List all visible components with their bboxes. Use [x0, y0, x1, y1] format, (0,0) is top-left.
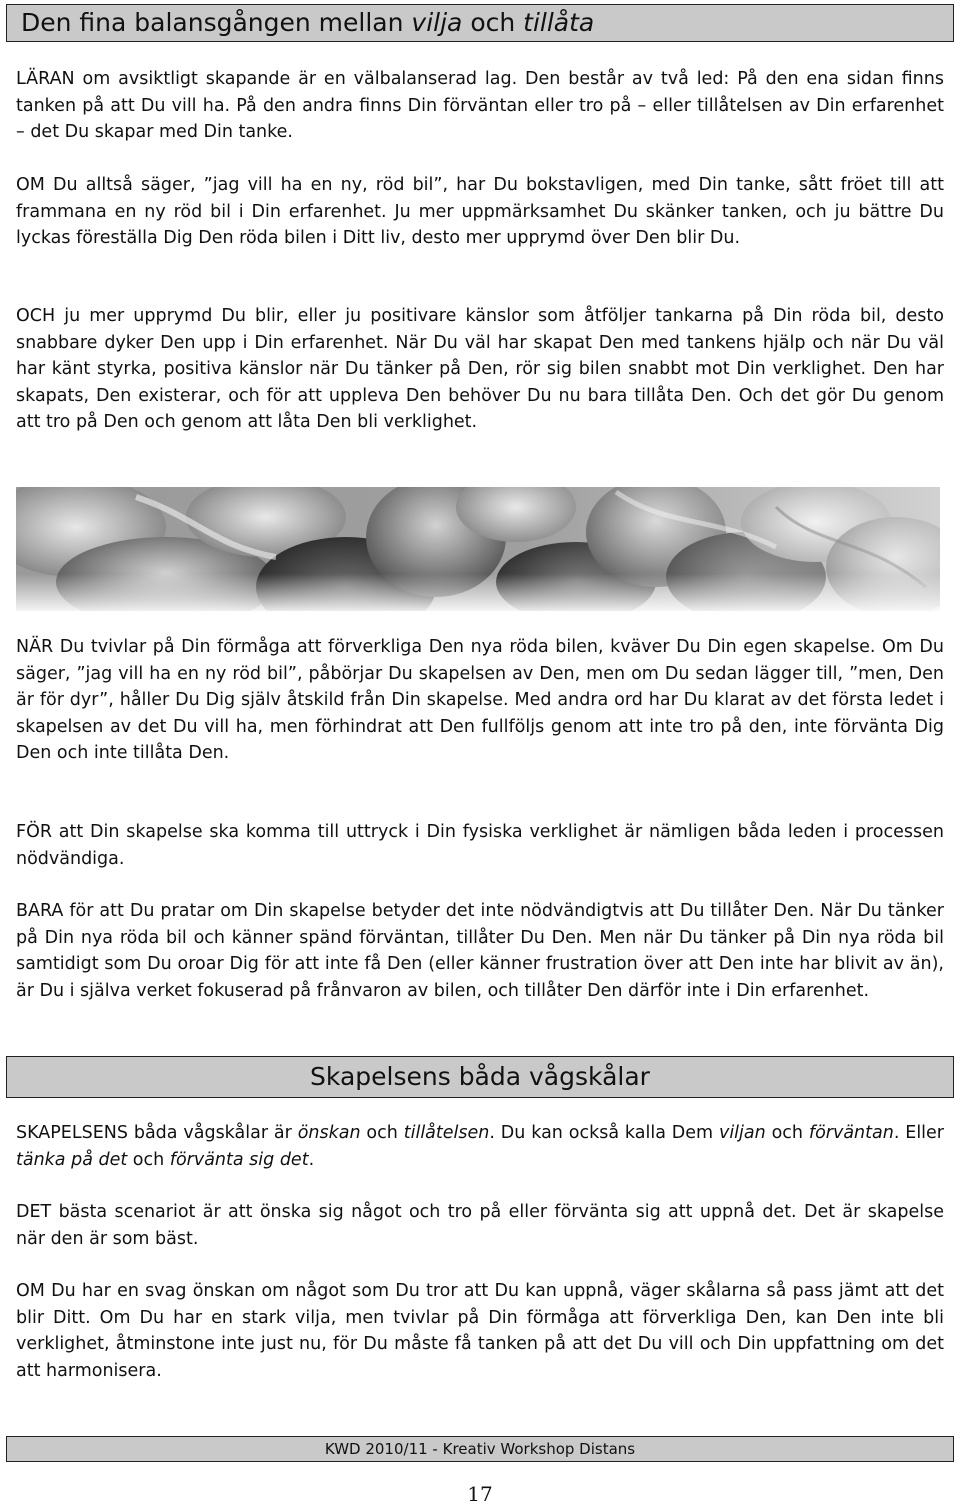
heading-text-prefix: Den fina balansgången mellan [21, 8, 412, 37]
paragraph-for-att: FÖR att Din skapelse ska komma till uttryck i Din fysiska verklighet är nämligen båda leden i processen nödvändiga. [16, 822, 944, 869]
page-number: 17 [467, 1482, 493, 1506]
paragraph-det-basta: DET bästa scenariot är att önska sig något och tro på eller förvänta sig att uppnå det. Det är skapelse när den är som bäst. [16, 1202, 944, 1249]
paragraph-och-ju-mer: OCH ju mer upprymd Du blir, eller ju positivare känslor som åtföljer tankarna på Din röda bil, desto snabbare dyker Den upp i Din erfarenhet. När Du väl har skapat Den med tankens hjälp och när Du väl har känt styrka, positiva känslor när Du tänker på Den, rör sig bilen snabbt mot Din verklighet. Den har skapats, Den existerar, och för att uppleva Den behöver Du nu bara tillåta Den. Och det gör Du genom att tro på Den och genom att låta Den bli verklighet. [16, 306, 944, 432]
p7-italic-forvanta: förvänta sig det [169, 1149, 309, 1170]
paragraph-om-du-alltsa: OM Du alltså säger, ”jag vill ha en ny, röd bil”, har Du bokstavligen, med Din tanke, sått fröet till att frammana en ny röd bil i Din erfarenhet. Ju mer uppmärksamhet Du skänker tanken, och ju bättre Du lyckas föreställa Dig Den röda bilen i Ditt liv, desto mer upprymd över Den blir Du. [16, 175, 944, 248]
p7-italic-tillatelsen: tillåtelsen [403, 1123, 490, 1143]
paragraph-laran: LÄRAN om avsiktligt skapande är en välbalanserad lag. Den består av två led: På den ena sidan finns tanken på att Du vill ha. På den andra finns Din förväntan eller tro på – eller tillåtelsen av Din erfarenhet – det Du skapar med Din tanke. [16, 69, 944, 142]
p7-text-2: och [360, 1123, 404, 1143]
heading-italic-vilja: vilja [411, 8, 463, 37]
heading-text-mid: och [462, 8, 524, 37]
heading-italic-tillata: tillåta [523, 8, 595, 37]
section-heading-vagskalar: Skapelsens båda vågskålar [6, 1056, 954, 1098]
p7-text-1: SKAPELSENS båda vågskålar är [16, 1123, 298, 1143]
p7-text-6: och [127, 1149, 170, 1170]
decorative-photo [16, 487, 940, 611]
footer-bar: KWD 2010/11 - Kreativ Workshop Distans [6, 1436, 954, 1462]
p7-text-4: och [765, 1123, 809, 1143]
p7-italic-viljan: viljan [718, 1123, 766, 1143]
paragraph-bara: BARA för att Du pratar om Din skapelse betyder det inte nödvändigtvis att Du tillåter Den. När Du tänker på Din nya röda bil och känner spänd förväntan, tillåter Du Den. Men när Du tänker på Din nya röda bil samtidigt som Du oroar Dig för att inte få Den (eller känner frustration över att Den inte har blivit av än), är Du i själva verket fokuserad på frånvaron av bilen, och tillåter Den därför inte i Din erfarenhet. [16, 901, 944, 1001]
paragraph-skapelsens [16, 1120, 944, 1173]
p7-italic-tanka: tänka på det [16, 1149, 128, 1170]
paragraph-nar-du-tvivlar: NÄR Du tvivlar på Din förmåga att förverkliga Den nya röda bilen, kväver Du Din egen skapelse. Om Du säger, ”jag vill ha en ny röd bil”, påbörjar Du skapelsen av Den, men om Du sedan lägger till, ”men, Den är för dyr”, håller Du Dig själv åtskild från Din skapelse. Med andra ord har Du klarat av det första ledet i skapelsen av det Du vill ha, men förhindrat att Den fullföljs genom att inte tro på den, inte förvänta Dig Den och inte tillåta Den. [16, 637, 944, 763]
p7-italic-forvantan: förväntan [808, 1123, 894, 1143]
p7-text-7: . [308, 1149, 315, 1170]
paragraph-om-du-har: OM Du har en svag önskan om något som Du tror att Du kan uppnå, väger skålarna så pass jämt att det blir Ditt. Om Du har en stark vilja, men tvivlar på Din förmåga att förverkliga Den, kan Den inte bli verklighet, åtminstone inte just nu, för Du måste få tanken på att det Du vill och Din uppfattning om det att harmonisera. [16, 1281, 944, 1381]
p7-text-3: . Du kan också kalla Dem [489, 1123, 719, 1143]
section-heading-balance [6, 4, 954, 42]
p7-italic-onskan: önskan [297, 1123, 361, 1143]
p7-text-5: . Eller [893, 1123, 945, 1143]
